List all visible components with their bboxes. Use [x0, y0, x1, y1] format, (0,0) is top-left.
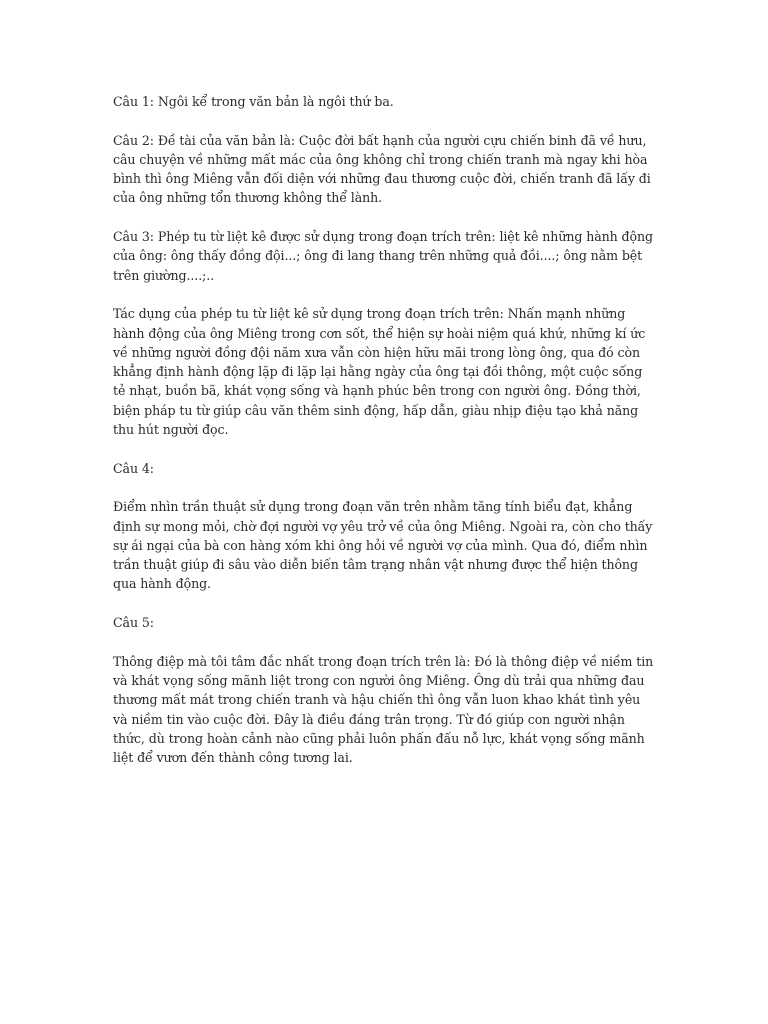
- document-body: [113, 92, 658, 787]
- answer-3-effect: Tác dụng của phép tu từ liệt kê sử dụng trong đoạn trích trên: Nhấn mạnh những hành động của ông Miêng trong cơn sốt, thể hiện sự hoài niệm quá khứ, những kí ức về những người đồng đội năm xưa vẫn còn hiện hữu mãi trong lòng ông, qua đó còn khẳng định hành động lặp đi lặp lại hằng ngày của ông tại đồi thông, một cuộc sống tẻ nhạt, buồn bã, khát vọng sống và hạnh phúc bên trong con người ông. Đồng thời, biện pháp tu từ giúp câu văn thêm sinh động, hấp dẫn, giàu nhịp điệu tạo khả năng thu hút người đọc.: [113, 306, 646, 438]
- answer-2: Câu 2: Đề tài của văn bản là: Cuộc đời bất hạnh của người cựu chiến binh đã về hưu, câu chuyện về những mất mác của ông không chỉ trong chiến tranh mà ngay khi hòa bình thì ông Miêng vẫn đối diện với những đau thương cuộc đời, chiến tranh đã lấy đi của ông những tổn thương không thể lành.: [113, 132, 651, 206]
- question-4-heading: Câu 4:: [113, 460, 154, 476]
- answer-5: Thông điệp mà tôi tâm đắc nhất trong đoạn trích trên là: Đó là thông điệp về niềm tin và khát vọng sống mãnh liệt trong con người ông Miêng. Ông dù trải qua những đau thương mất mát trong chiến tranh và hậu chiến thì ông vẫn luon khao khát tình yêu và niềm tin vào cuộc đời. Đây là điều đáng trân trọng. Từ đó giúp con người nhận thức, dù trong hoàn cảnh nào cũng phải luôn phấn đấu nỗ lực, khát vọng sống mãnh liệt để vươn đến thành công tương lai.: [113, 653, 654, 766]
- answer-1: Câu 1: Ngôi kể trong văn bản là ngôi thứ ba.: [113, 94, 394, 109]
- answer-3: Câu 3: Phép tu từ liệt kê được sử dụng trong đoạn trích trên: liệt kê những hành động của ông: ông thấy đồng đội...; ông đi lang thang trên những quả đồi....; ông nằm bệt trên giường....;..: [113, 229, 653, 283]
- answer-4: Điểm nhìn trần thuật sử dụng trong đoạn văn trên nhằm tăng tính biểu đạt, khẳng định sự mong mỏi, chờ đợi người vợ yêu trở về của ông Miêng. Ngoài ra, còn cho thấy sự ái ngại của bà con hàng xóm khi ông hỏi về người vợ của mình. Qua đó, điểm nhìn trần thuật giúp đi sâu vào diễn biến tâm trạng nhân vật nhưng được thể hiện thông qua hành động.: [113, 499, 653, 592]
- question-5-heading: Câu 5:: [113, 615, 154, 631]
